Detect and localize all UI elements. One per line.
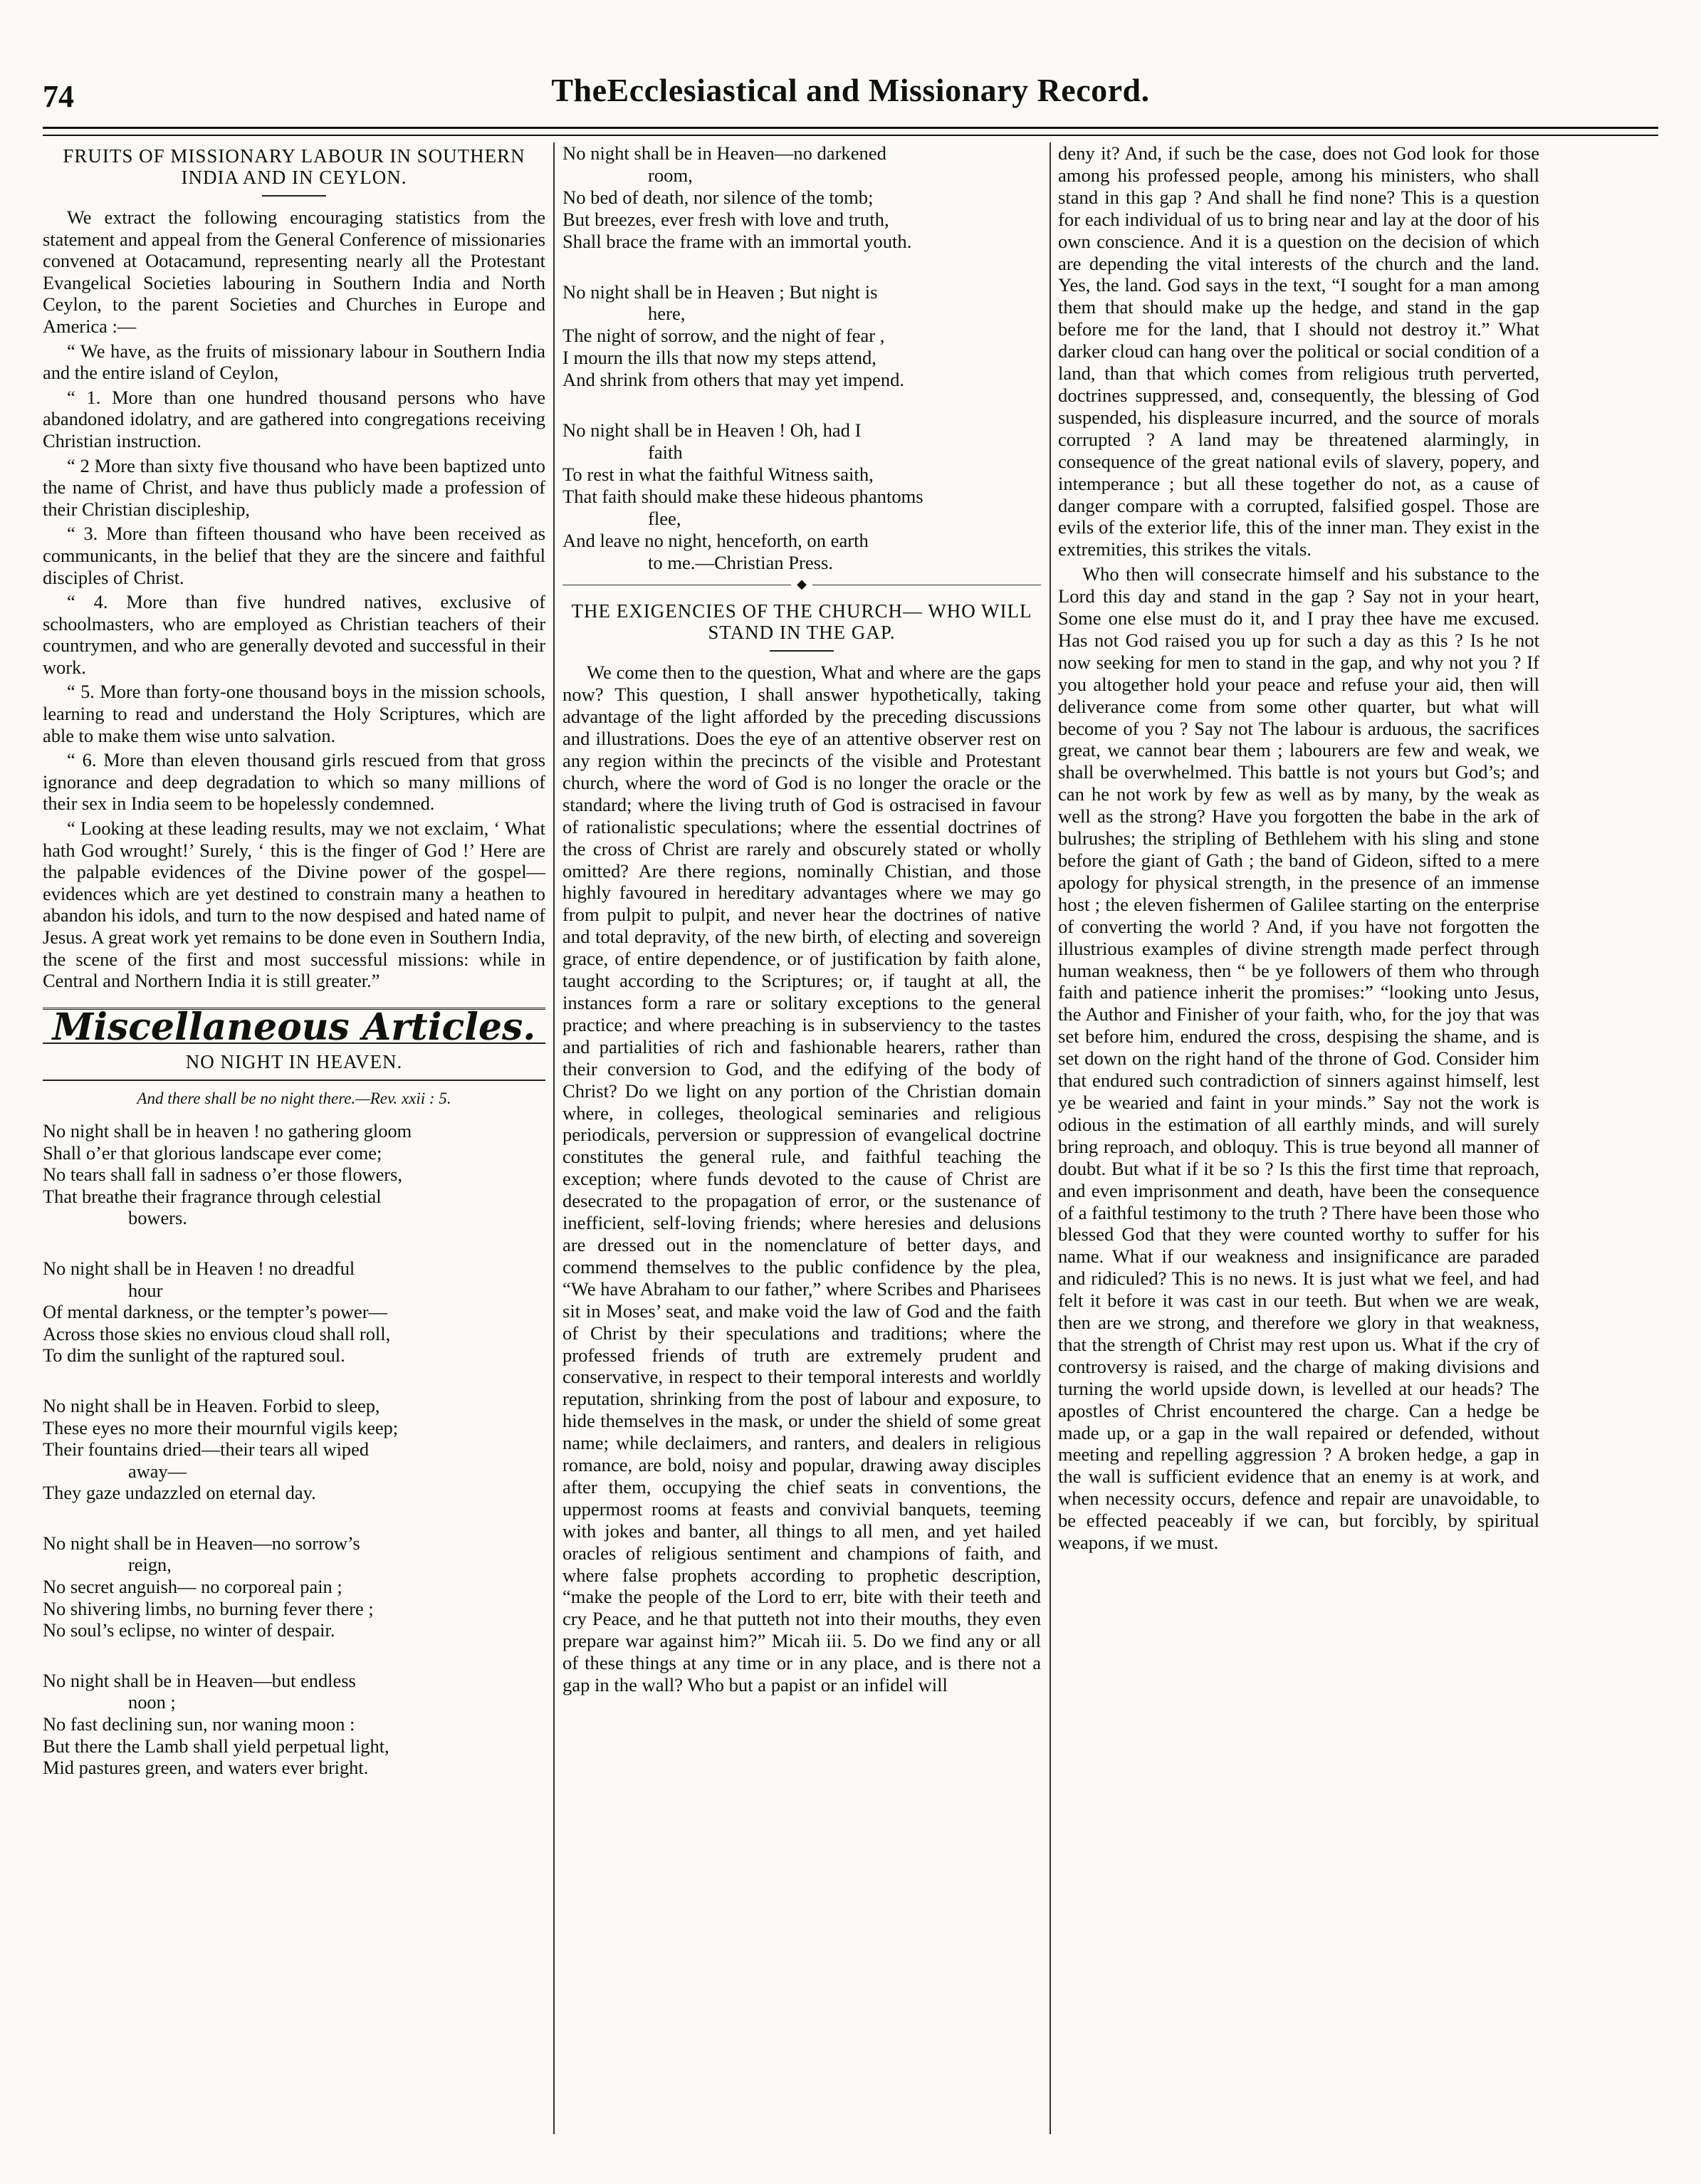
verse-line: No night shall be in Heaven ! no dreadful — [43, 1257, 355, 1279]
verse-line: No night shall be in Heaven ; But night is — [562, 281, 878, 303]
verse-line: No tears shall fall in sadness o’er those flowers, — [43, 1164, 402, 1186]
verse-line: faith — [648, 441, 683, 463]
verse-line: room, — [648, 164, 693, 186]
verse-line: Mid pastures green, and waters ever bright. — [43, 1757, 369, 1779]
column-2 — [562, 142, 1041, 2134]
heading-rule — [770, 650, 834, 652]
verse-line: Across those skies no envious cloud shall roll, — [43, 1322, 391, 1344]
verse-line: reign, — [128, 1554, 172, 1576]
paragraph: We extract the following encouraging statistics from the statement and appeal from the General Conference of missionaries convened at Ootacamund, representing nearly all the Protestant Evangelical Societies labouring in Southern India and North Ceylon, to the parent Societies and Churches in Europe and America :— — [43, 207, 545, 337]
verse-line: And leave no night, henceforth, on earth — [562, 529, 869, 551]
article-heading: FRUITS OF MISSIONARY LABOUR IN SOUTHERN INDIA AND IN CEYLON. — [63, 145, 525, 188]
paragraph: “ 1. More than one hundred thousand persons who have abandoned idolatry, and are gathered into congregations receiving Christian instruction. — [43, 386, 545, 451]
stanza — [43, 1120, 545, 1229]
verse-line: No night shall be in Heaven ! Oh, had I — [562, 419, 862, 441]
column-divider — [553, 142, 555, 2134]
verse-line: But breezes, ever fresh with love and truth, — [562, 208, 889, 230]
verse-line: No night shall be in heaven ! no gathering gloom — [43, 1119, 412, 1141]
verse-line: They gaze undazzled on eternal day. — [43, 1482, 316, 1504]
poem-title: NO NIGHT IN HEAVEN. — [185, 1051, 403, 1073]
verse-line: hour — [128, 1279, 163, 1301]
ornament-rule — [562, 577, 1041, 592]
verse-line: Of mental darkness, or the tempter’s power— — [43, 1301, 387, 1323]
verse-line: Their fountains dried—their tears all wiped — [43, 1438, 370, 1461]
page-number: 74 — [43, 79, 74, 114]
paragraph: “ 5. More than forty-one thousand boys in the mission schools, learning to read and understand the Holy Scriptures, which are able to make them wise unto salvation. — [43, 681, 545, 746]
verse-line: No soul’s eclipse, no winter of despair. — [43, 1619, 335, 1641]
epigraph: And there shall be no night there.—Rev. xxii : 5. — [137, 1090, 451, 1108]
verse-line: No bed of death, nor silence of the tomb; — [562, 186, 874, 208]
verse-line: No fast declining sun, nor waning moon : — [43, 1713, 355, 1735]
verse-line: To dim the sunlight of the raptured soul. — [43, 1344, 345, 1367]
header-rule — [43, 127, 1658, 136]
stanza — [562, 281, 1041, 392]
verse-line: But there the Lamb shall yield perpetual light, — [43, 1735, 389, 1757]
verse-line: No night shall be in Heaven—no darkened — [562, 142, 886, 164]
verse-line: And shrink from others that may yet impend. — [562, 369, 905, 391]
paragraph: “ Looking at these leading results, may we not exclaim, ‘ What hath God wrought!’ Surely, ‘ this is the finger of God !’ Here are the palpable evidences of the Divine power of the gospel—evidences which are yet destined to constrain many a heathen to abandon his idols, and turn to the now despised and hated name of Jesus. A great work yet remains to be done even in Southern India, the scene of the first and most successful missions: while in Central and Northern India it is still greater.” — [43, 817, 545, 992]
verse-line: No shivering limbs, no burning fever there ; — [43, 1597, 374, 1619]
verse-line: No secret anguish— no corporeal pain ; — [43, 1576, 342, 1598]
verse-line: bowers. — [128, 1207, 187, 1229]
verse-line: to me.—Christian Press. — [648, 551, 834, 573]
verse-line: These eyes no more their mournful vigils keep; — [43, 1416, 399, 1438]
verse-line: The night of sorrow, and the night of fear , — [562, 325, 885, 347]
verse-line: To rest in what the faithful Witness saith, — [562, 463, 874, 485]
verse-line: Shall o’er that glorious landscape ever come; — [43, 1141, 382, 1164]
running-title: TheEcclesiastical and Missionary Record. — [551, 72, 1150, 108]
stanza — [43, 1532, 545, 1641]
paragraph: “ 2 More than sixty five thousand who have been baptized unto the name of Christ, and have thus publicly made a profession of their Christian discipleship, — [43, 454, 545, 520]
verse-line: here, — [648, 303, 686, 325]
stanza — [43, 1258, 545, 1367]
verse-line: I mourn the ills that now my steps attend, — [562, 347, 876, 369]
section-title: Miscellaneous Articles. — [43, 1008, 545, 1039]
verse-line: away— — [128, 1460, 187, 1482]
verse-line: No night shall be in Heaven. Forbid to sleep, — [43, 1394, 380, 1416]
paragraph: We come then to the question, What and where are the gaps now? This question, I shall answer hypothetically, taking advantage of the light afforded by the preceding discussions and illustrations. Does the eye of an attentive observer rest on any region within the precincts of the visible and Protestant church, where the word of God is no longer the oracle or the standard; where the living truth of God is ostracised in favour of rationalistic speculations; where the essential doctrines of the cross of Christ are rarely and obscurely stated or wholly omitted? Are there regions, nominally Chistian, and those highly favoured in hereditary advantages where we may go from pulpit to pulpit, and never hear the doctrines of native and total depravity, of the new birth, of electing and sovereign grace, of entire dependence, or of justification by faith alone, taught according to the Scriptures; or, if taught at all, the instances form a rare or solitary exceptions to the general practice; and where preaching is in subserviency to the tastes and partialities of rich and fashionable hearers, rather than their conversion to God, and the edifying of the body of Christ? Do we light on any portion of the Christian domain where, in colleges, theological seminaries and religious periodicals, perversion or suppression of evangelical doctrine constitutes the general rule, and faithful teaching the exception; where funds devoted to the cause of Christ are desecrated to the propagation of error, or the sustenance of inefficient, self-loving friends; where heresies and delusions are dressed out in the nomenclature of better days, and commend themselves to the public confidence by the plea, “We have Abraham to our father,” where Scribes and Pharisees sit in Moses’ seat, and make void the law of God and the faith of Christ by their speculations and traditions; where the professed friends of truth are extremely prudent and conservative, in respect to their temporal interests and worldly reputation, shrinking from the post of labour and exposure, to hide themselves in the mask, or under the shield of some great name; while declaimers, and ranters, and dealers in religious romance, are bold, noisy and popular, drawing away disciples after them, occupying the chief seats in conventions, the uppermost rooms at feasts and convivial banquets, teeming with jokes and banter, all things to all men, and yet hailed oracles of religious sentiment and champions of faith, and where false prophets according to prophetic description, “make the people of the Lord to err, bite with their teeth and cry Peace, and he that putteth not into their mouths, they even prepare war against him?” Micah iii. 5. Do we find any or all of these things at any time or in any place, and is there not a gap in the wall? Who but a papist or an infidel will — [562, 662, 1041, 1696]
verse-line: That faith should make these hideous phantoms — [562, 485, 923, 507]
paragraph: “ 3. More than fifteen thousand who have been received as communicants, in the belief that they are the sincere and faithful disciples of Christ. — [43, 523, 545, 588]
column-1 — [43, 142, 545, 2134]
poem-rule — [43, 1080, 545, 1081]
verse-line: noon ; — [128, 1691, 176, 1713]
heading-rule — [262, 195, 326, 197]
verse-line: No night shall be in Heaven—no sorrow’s — [43, 1532, 360, 1554]
article-heading: THE EXIGENCIES OF THE CHURCH— WHO WILL STAND IN THE GAP. — [571, 600, 1032, 644]
paragraph: “ 4. More than five hundred natives, exclusive of schoolmasters, who are employed as Christian teachers of their countrymen, and who are generally devoted and successful in their work. — [43, 591, 545, 678]
paragraph: “ We have, as the fruits of missionary labour in Southern India and the entire island of Ceylon, — [43, 340, 545, 384]
diamond-icon: ◆ — [791, 577, 812, 591]
paragraph: deny it? And, if such be the case, does not God look for those among his professed people, among his ministers, who shall stand in this gap ? And shall he find none? This is a question for each individual of us to bring near and lay at the door of his own conscience. And it is a question on the decision of which are depending the vital interests of the church and the land. Yes, the land. God says in the text, “I sought for a man among them that should make up the hedge, and stand in the gap before me for the land, that I should not destroy it.” What darker cloud can hang over the political or social condition of a land, than that which comes from religious truth perverted, doctrines suppressed, and, consequently, the blessing of God suspended, his displeasure incurred, and the source of morals corrupted ? A land may be threatened alarmingly, in consequence of the great national evils of slavery, popery, and intemperance ; but all these together do not, as a cause of danger compare with a corrupted, falsified gospel. Those are evils of the exterior life, this of the inner man. They exist in the extremities, this strikes the vitals. — [1058, 142, 1539, 560]
stanza — [43, 1395, 545, 1504]
stanza — [562, 142, 1041, 253]
column-divider — [1050, 142, 1051, 2134]
paragraph: “ 6. More than eleven thousand girls rescued from that gross ignorance and deep degradation to which so many millions of their sex in India seem to be hopelessly condemned. — [43, 749, 545, 815]
column-3 — [1058, 142, 1539, 2134]
verse-line: That breathe their fragrance through celestial — [43, 1185, 382, 1207]
stanza — [562, 419, 1041, 573]
verse-line: Shall brace the frame with an immortal youth. — [562, 230, 912, 252]
stanza — [43, 1670, 545, 1779]
verse-line: flee, — [648, 507, 681, 529]
verse-line: No night shall be in Heaven—but endless — [43, 1669, 356, 1691]
paragraph: Who then will consecrate himself and his substance to the Lord this day and stand in the gap ? Say not in your heart, Some one else must do it, and I pray thee have me excused. Has not God raised you up for such a day as this ? Is he not now seeking for men to stand in the gap, and why not you ? If you altogether hold your peace and refuse your aid, then will deliverance come from some other quarter, but what will become of you ? Say not The labour is arduous, the sacrifices great, we cannot bear them ; labourers are few and weak, we shall be overwhelmed. This battle is not yours but God’s; and can he not work by few as well as by many, by the weak as well as the strong? Have you forgotten the babe in the ark of bulrushes; the stripling of Bethlehem with his sling and stone before the giant of Gath ; the band of Gideon, sifted to a mere apology for physical strength, in the presence of an immense host ; the eleven fishermen of Galilee starting on the enterprise of converting the world ? And, if you have not forgotten the illustrious examples of divine strength made perfect through human weakness, then “ be ye followers of them who through faith and patience inherit the promises:” “looking unto Jesus, the Author and Finisher of your faith, who, for the joy that was set before him, endured the cross, despising the shame, and is set down on the right hand of the throne of God. Consider him that endured such contradiction of sinners against himself, lest ye be wearied and faint in your minds.” Say not the work is odious in the estimation of all earthly minds, and will surely bring reproach, and obloquy. This is true beyond all manner of doubt. But what if it be so ? Is this the first time that reproach, and even imprisonment and death, have been the consequence of a faithful testimony to the truth ? There have been those who blessed God that they were counted worthy to suffer for his name. What if our weakness and insignificance are paraded and ridiculed? This is no news. It is just what we feel, and had felt it before it was cast in our teeth. But when we are weak, then are we strong, and therefore we glory in that weakness, that the strength of Christ may rest upon us. What if the cry of controversy is raised, and the charge of making divisions and turning the world upside down, is levelled at our heads? The apostles of Christ encountered the charge. Can a hedge be made up, or a gap in the wall repaired or defended, without meeting and repelling aggression ? A broken hedge, a gap in the wall is sufficient evidence that an enemy is at work, and when necessity occurs, defence and repair are unavoidable, to be effected peaceably if we can, but forcibly, by spiritual weapons, if we must. — [1058, 563, 1539, 1554]
